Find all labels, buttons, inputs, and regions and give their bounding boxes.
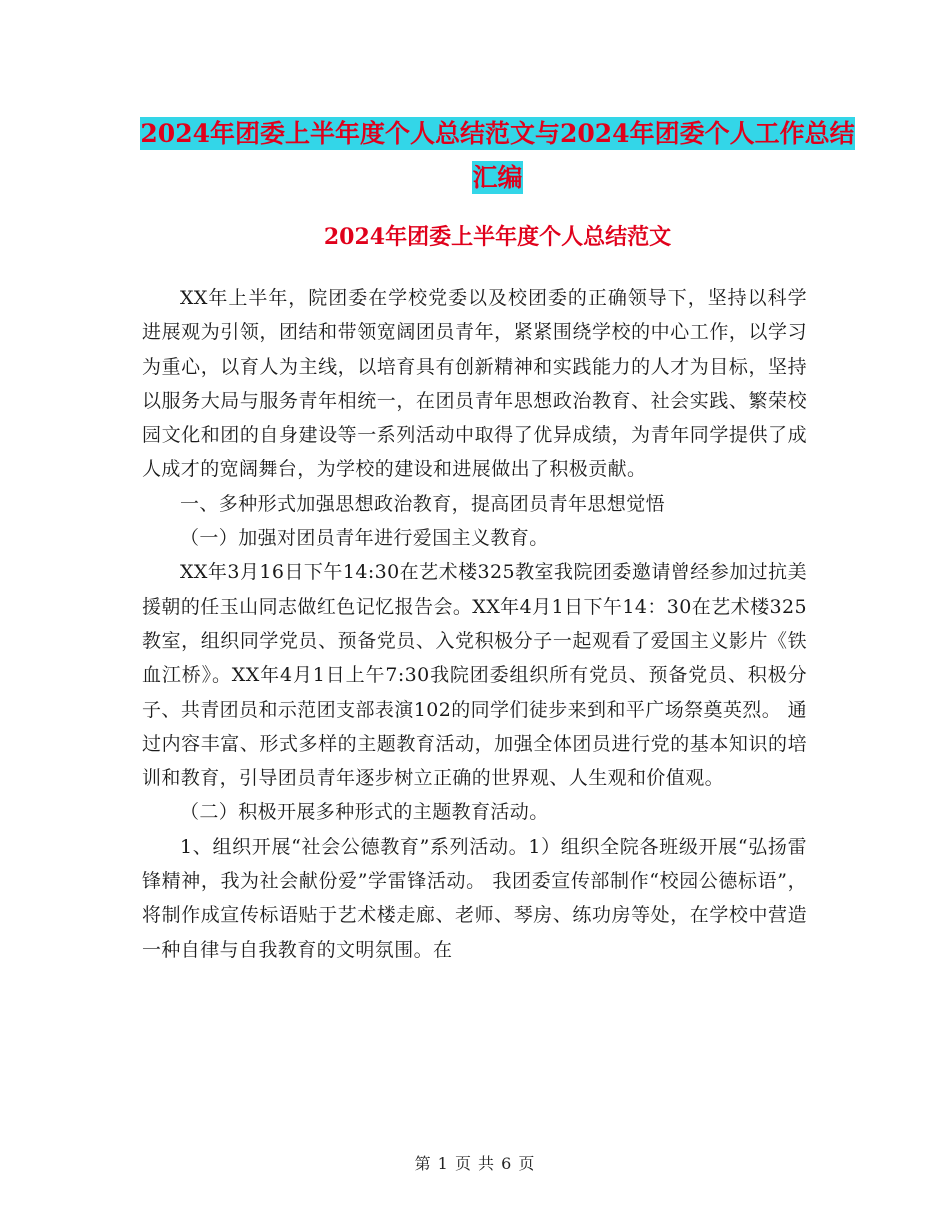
paragraph: 1、组织开展“社会公德教育”系列活动。1）组织全院各班级开展“弘扬雷锋精神，我为社会献份爱”学雷锋活动。 我团委宣传部制作“校园公德标语”，将制作成宣传标语贴于艺术楼走廊、老师、琴房、练功房等处，在学校中营造一种自律与自我教育的文明氛围。在: [142, 835, 807, 961]
section-title: 2024年团委上半年度个人总结范文: [323, 224, 672, 250]
paragraph: XX年3月16日下午14:30在艺术楼325教室我院团委邀请曾经参加过抗美援朝的任玉山同志做红色记忆报告会。XX年4月1日下午14：30在艺术楼325教室，组织同学党员、预备党员、入党积极分子一起观看了爱国主义影片《铁血江桥》。XX年4月1日上午7:30我院团委组织所有党员、预备党员、积极分子、共青团员和示范团支部表演102的同学们徒步来到和平广场祭奠英烈。 通过内容丰富、形式多样的主题教育活动，加强全体团员进行党的基本知识的培训和教育，引导团员青年逐步树立正确的世界观、人生观和价值观。: [142, 561, 807, 790]
document-title: [140, 112, 855, 200]
paragraph: （一）加强对团员青年进行爱国主义教育。: [180, 527, 549, 550]
document-title-text: 2024年团委上半年度个人总结范文与2024年团委个人工作总结汇编: [140, 119, 855, 192]
paragraph: （二）积极开展多种形式的主题教育活动。: [180, 801, 549, 824]
paragraph: XX年上半年，院团委在学校党委以及校团委的正确领导下，坚持以科学进展观为引领，团结和带领宽阔团员青年，紧紧围绕学校的中心工作，以学习为重心，以育人为主线，以培育具有创新精神和实践能力的人才为目标，坚持以服务大局与服务青年相统一，在团员青年思想政治教育、社会实践、繁荣校园文化和团的自身建设等一系列活动中取得了优异成绩，为青年同学提供了成人成才的宽阔舞台，为学校的建设和进展做出了积极贡献。: [142, 287, 807, 481]
document-body: [142, 281, 807, 967]
paragraph: 一、多种形式加强思想政治教育，提高团员青年思想觉悟: [180, 492, 666, 515]
page-number-footer: 第 1 页 共 6 页: [414, 1154, 536, 1173]
